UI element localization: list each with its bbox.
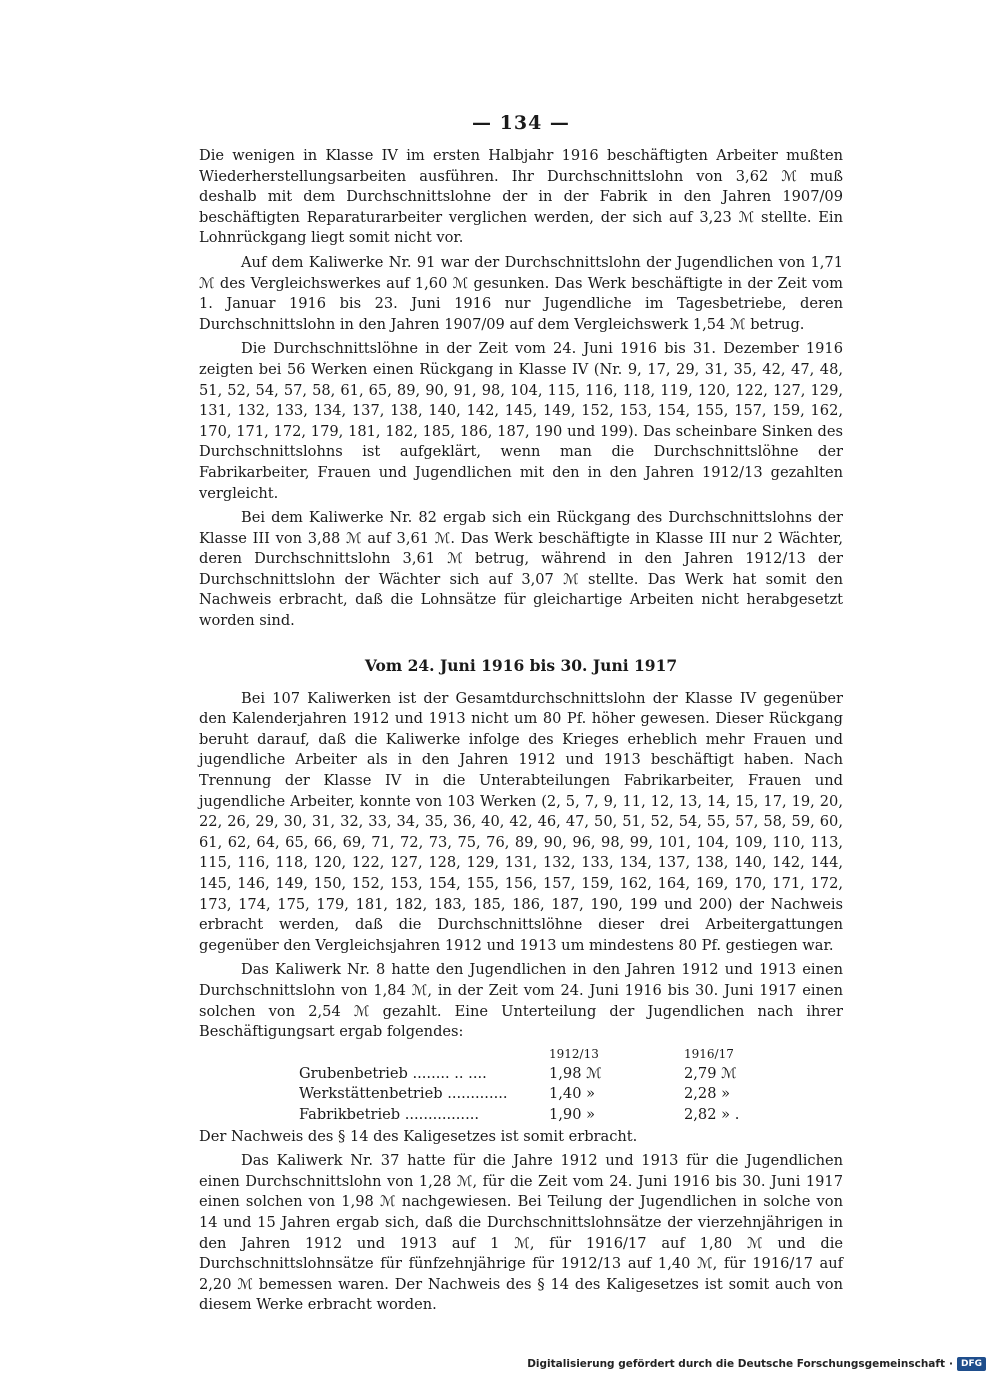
footer xyxy=(527,1357,986,1371)
table-cell: 1,90 » xyxy=(549,1105,596,1123)
table-header-empty xyxy=(299,1047,549,1063)
dfg-logo: DFG xyxy=(957,1357,986,1371)
paragraph: Auf dem Kaliwerke Nr. 91 war der Durchschnittslohn der Jugendlichen von 1,71 ℳ des Vergleichswerkes auf 1,60 ℳ gesunken. Das Werk beschäftigte in der Zeit vom 1. Januar 1916 bis 23. Juni 1916 nur Jugendliche im Tagesbetriebe, deren Durchschnittslohn in den Jahren 1907/09 auf dem Vergleichswerk 1,54 ℳ betrug. xyxy=(199,253,843,333)
table-column-header: 1912/13 xyxy=(549,1046,599,1061)
table-cell: 2,82 » . xyxy=(684,1105,740,1123)
table-cell: 2,79 ℳ xyxy=(684,1064,737,1082)
page-number: — 134 — xyxy=(472,112,570,134)
table-cell: 1,98 ℳ xyxy=(549,1064,602,1082)
paragraph: Das Kaliwerk Nr. 8 hatte den Jugendlichen in den Jahren 1912 und 1913 einen Durchschnittslohn von 1,84 ℳ, in der Zeit vom 24. Juni 1916 bis 30. Juni 1917 einen solchen von 2,54 ℳ gezahlt. Eine Unterteilung der Jugendlichen nach ihrer Beschäftigungsart ergab folgendes: xyxy=(199,961,843,1041)
paragraph: Die Durchschnittslöhne in der Zeit vom 24. Juni 1916 bis 31. Dezember 1916 zeigten bei 56 Werken einen Rückgang in Klasse IV (Nr. 9, 17, 29, 31, 35, 42, 47, 48, 51, 52, 54, 57, 58, 61, 65, 89, 90, 91, 98, 104, 115, 116, 118, 119, 120, 122, 127, 129, 131, 132, 133, 134, 137, 138, 140, 142, 145, 149, 152, 153, 154, 155, 157, 159, 162, 170, 171, 172, 179, 181, 182, 185, 186, 187, 190 und 199). Das scheinbare Sinken des Durchschnittslohns ist aufgeklärt, wenn man die Durchschnittslöhne der Fabrikarbeiter, Frauen und Jugendlichen mit den in den Jahren 1912/13 gezahlten vergleicht. xyxy=(199,340,843,502)
table-column-header: 1916/17 xyxy=(684,1046,734,1061)
section-heading: Vom 24. Juni 1916 bis 30. Juni 1917 xyxy=(364,655,678,675)
paragraph: Die wenigen in Klasse IV im ersten Halbjahr 1916 beschäftigten Arbeiter mußten Wiederherstellungsarbeiten ausführen. Ihr Durchschnittslohn von 3,62 ℳ muß deshalb mit dem Durchschnittslohne der in der Fabrik in den Jahren 1907/09 beschäftigten Reparaturarbeiter verglichen werden, der sich auf 3,23 ℳ stellte. Ein Lohnrückgang liegt somit nicht vor. xyxy=(199,147,843,247)
table-row-label: Grubenbetrieb ........ .. .... xyxy=(299,1064,487,1082)
paragraph: Der Nachweis des § 14 des Kaligesetzes ist somit erbracht. xyxy=(199,1127,638,1145)
table-row-label: Werkstättenbetrieb ............. xyxy=(299,1085,508,1103)
table-cell: 2,28 » xyxy=(684,1085,731,1103)
footer-separator: · xyxy=(948,1358,953,1370)
table-cell: 1,40 » xyxy=(549,1085,596,1103)
paragraph: Das Kaliwerk Nr. 37 hatte für die Jahre 1912 und 1913 für die Jugendlichen einen Durchschnittslohn von 1,28 ℳ, für die Zeit vom 24. Juni 1916 bis 30. Juni 1917 einen solchen von 1,98 ℳ nachgewiesen. Bei Teilung der Jugendlichen in solche von 14 und 15 Jahren ergab sich, daß die Durchschnittslohnsätze der vierzehnjährigen in den Jahren 1912 und 1913 auf 1 ℳ, für 1916/17 auf 1,80 ℳ und die Durchschnittslohnsätze für fünfzehnjährige für 1912/13 auf 1,40 ℳ, für 1916/17 auf 2,20 ℳ bemessen waren. Der Nachweis des § 14 des Kaligesetzes ist somit auch von diesem Werke erbracht worden. xyxy=(199,1152,843,1314)
paragraph: Bei dem Kaliwerke Nr. 82 ergab sich ein Rückgang des Durchschnittslohns der Klasse III von 3,88 ℳ auf 3,61 ℳ. Das Werk beschäftigte in Klasse III nur 2 Wächter, deren Durchschnittslohn 3,61 ℳ betrug, während in den Jahren 1912/13 der Durchschnittslohn der Wächter sich auf 3,07 ℳ stellte. Das Werk hat somit den Nachweis erbracht, daß die Lohnsätze für gleichartige Arbeiten nicht herabgesetzt worden sind. xyxy=(199,509,843,630)
footer-text: Digitalisierung gefördert durch die Deutsche Forschungsgemeinschaft xyxy=(527,1358,945,1370)
paragraph: Bei 107 Kaliwerken ist der Gesamtdurchschnittslohn der Klasse IV gegenüber den Kalenderjahren 1912 und 1913 nicht um 80 Pf. höher gewesen. Dieser Rückgang beruht darauf, daß die Kaliwerke infolge des Krieges erheblich mehr Frauen und jugendliche Arbeiter als in den Jahren 1912 und 1913 beschäftigt haben. Nach Trennung der Klasse IV in die Unterabteilungen Fabrikarbeiter, Frauen und jugendliche Arbeiter, konnte von 103 Werken (2, 5, 7, 9, 11, 12, 13, 14, 15, 17, 19, 20, 22, 26, 29, 30, 31, 32, 33, 34, 35, 36, 40, 42, 46, 47, 50, 51, 52, 54, 55, 57, 58, 59, 60, 61, 62, 64, 65, 66, 69, 71, 72, 73, 75, 76, 89, 90, 96, 98, 99, 101, 104, 109, 110, 113, 115, 116, 118, 120, 122, 127, 128, 129, 131, 132, 133, 134, 137, 138, 140, 142, 144, 145, 146, 149, 150, 152, 153, 154, 155, 156, 157, 159, 162, 164, 169, 170, 171, 172, 173, 174, 175, 179, 181, 182, 183, 185, 186, 187, 190, 199 und 200) der Nachweis erbracht werden, daß die Durchschnittslöhne dieser drei Arbeitergattungen gegenüber den Vergleichsjahren 1912 und 1913 um mindestens 80 Pf. gestiegen war. xyxy=(199,689,843,954)
table-row xyxy=(299,1104,764,1125)
document-page xyxy=(199,112,843,1320)
table-row xyxy=(299,1083,764,1104)
table-row-label: Fabrikbetrieb ................ xyxy=(299,1105,479,1123)
wage-table xyxy=(299,1047,843,1125)
table-row xyxy=(299,1063,764,1084)
